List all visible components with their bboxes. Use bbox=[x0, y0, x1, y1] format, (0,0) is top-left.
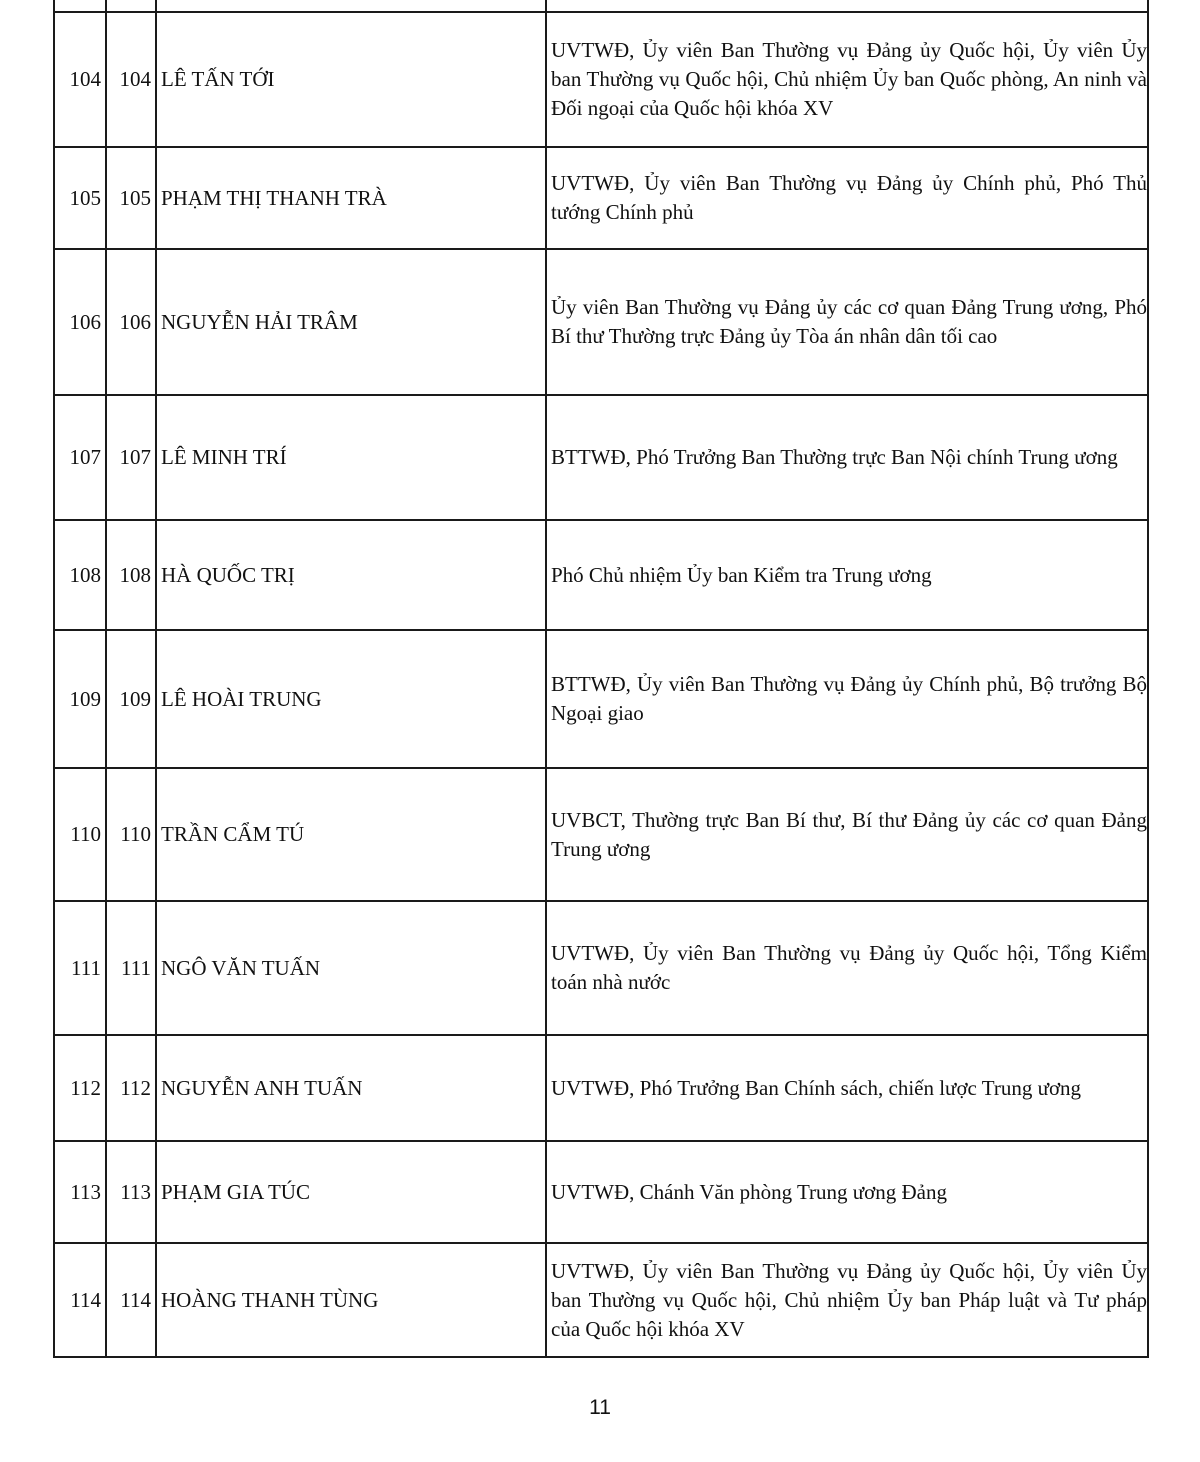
stt-cell: 105 bbox=[54, 147, 106, 249]
position-cell bbox=[546, 0, 1148, 12]
number-cell: 108 bbox=[106, 520, 156, 630]
position-cell: Phó Chủ nhiệm Ủy ban Kiểm tra Trung ương bbox=[546, 520, 1148, 630]
table-row bbox=[54, 1141, 1148, 1243]
number-cell: 104 bbox=[106, 12, 156, 147]
position-cell: UVBCT, Thường trực Ban Bí thư, Bí thư Đảng ủy các cơ quan Đảng Trung ương bbox=[546, 768, 1148, 901]
name-cell: TRẦN CẨM TÚ bbox=[156, 768, 546, 901]
position-cell: UVTWĐ, Ủy viên Ban Thường vụ Đảng ủy Quốc hội, Ủy viên Ủy ban Thường vụ Quốc hội, Chủ nhiệm Ủy ban Quốc phòng, An ninh và Đối ngoại của Quốc hội khóa XV bbox=[546, 12, 1148, 147]
number-cell: 107 bbox=[106, 395, 156, 520]
number-cell: 109 bbox=[106, 630, 156, 768]
name-cell: NGUYỄN HẢI TRÂM bbox=[156, 249, 546, 395]
name-cell: PHẠM GIA TÚC bbox=[156, 1141, 546, 1243]
number-cell: 110 bbox=[106, 768, 156, 901]
table-row bbox=[54, 768, 1148, 901]
table-row bbox=[54, 395, 1148, 520]
number-cell: 105 bbox=[106, 147, 156, 249]
name-cell: NGÔ VĂN TUẤN bbox=[156, 901, 546, 1035]
position-cell: Ủy viên Ban Thường vụ Đảng ủy các cơ quan Đảng Trung ương, Phó Bí thư Thường trực Đảng ủy Tòa án nhân dân tối cao bbox=[546, 249, 1148, 395]
position-cell: UVTWĐ, Ủy viên Ban Thường vụ Đảng ủy Chính phủ, Phó Thủ tướng Chính phủ bbox=[546, 147, 1148, 249]
table-row bbox=[54, 0, 1148, 12]
name-cell: HOÀNG THANH TÙNG bbox=[156, 1243, 546, 1357]
stt-cell: 109 bbox=[54, 630, 106, 768]
name-cell: HÀ QUỐC TRỊ bbox=[156, 520, 546, 630]
stt-cell bbox=[54, 0, 106, 12]
stt-cell: 114 bbox=[54, 1243, 106, 1357]
candidate-table bbox=[53, 0, 1149, 1358]
position-cell: UVTWĐ, Ủy viên Ban Thường vụ Đảng ủy Quốc hội, Tổng Kiểm toán nhà nước bbox=[546, 901, 1148, 1035]
table-row bbox=[54, 901, 1148, 1035]
table-row bbox=[54, 12, 1148, 147]
number-cell: 112 bbox=[106, 1035, 156, 1141]
stt-cell: 104 bbox=[54, 12, 106, 147]
position-cell: BTTWĐ, Phó Trưởng Ban Thường trực Ban Nội chính Trung ương bbox=[546, 395, 1148, 520]
name-cell bbox=[156, 0, 546, 12]
position-cell: UVTWĐ, Ủy viên Ban Thường vụ Đảng ủy Quốc hội, Ủy viên Ủy ban Thường vụ Quốc hội, Chủ nhiệm Ủy ban Pháp luật và Tư pháp của Quốc hội khóa XV bbox=[546, 1243, 1148, 1357]
table-row bbox=[54, 520, 1148, 630]
table-row bbox=[54, 1243, 1148, 1357]
name-cell: LÊ TẤN TỚI bbox=[156, 12, 546, 147]
stt-cell: 108 bbox=[54, 520, 106, 630]
stt-cell: 110 bbox=[54, 768, 106, 901]
name-cell: LÊ MINH TRÍ bbox=[156, 395, 546, 520]
table-row bbox=[54, 147, 1148, 249]
stt-cell: 106 bbox=[54, 249, 106, 395]
number-cell bbox=[106, 0, 156, 12]
name-cell: PHẠM THỊ THANH TRÀ bbox=[156, 147, 546, 249]
number-cell: 111 bbox=[106, 901, 156, 1035]
stt-cell: 111 bbox=[54, 901, 106, 1035]
number-cell: 114 bbox=[106, 1243, 156, 1357]
number-cell: 113 bbox=[106, 1141, 156, 1243]
table-row bbox=[54, 1035, 1148, 1141]
name-cell: NGUYỄN ANH TUẤN bbox=[156, 1035, 546, 1141]
position-cell: BTTWĐ, Ủy viên Ban Thường vụ Đảng ủy Chính phủ, Bộ trưởng Bộ Ngoại giao bbox=[546, 630, 1148, 768]
stt-cell: 107 bbox=[54, 395, 106, 520]
position-cell: UVTWĐ, Phó Trưởng Ban Chính sách, chiến lược Trung ương bbox=[546, 1035, 1148, 1141]
stt-cell: 113 bbox=[54, 1141, 106, 1243]
name-cell: LÊ HOÀI TRUNG bbox=[156, 630, 546, 768]
stt-cell: 112 bbox=[54, 1035, 106, 1141]
position-cell: UVTWĐ, Chánh Văn phòng Trung ương Đảng bbox=[546, 1141, 1148, 1243]
number-cell: 106 bbox=[106, 249, 156, 395]
page-number: 11 bbox=[589, 1396, 611, 1419]
table-row bbox=[54, 630, 1148, 768]
table-row bbox=[54, 249, 1148, 395]
